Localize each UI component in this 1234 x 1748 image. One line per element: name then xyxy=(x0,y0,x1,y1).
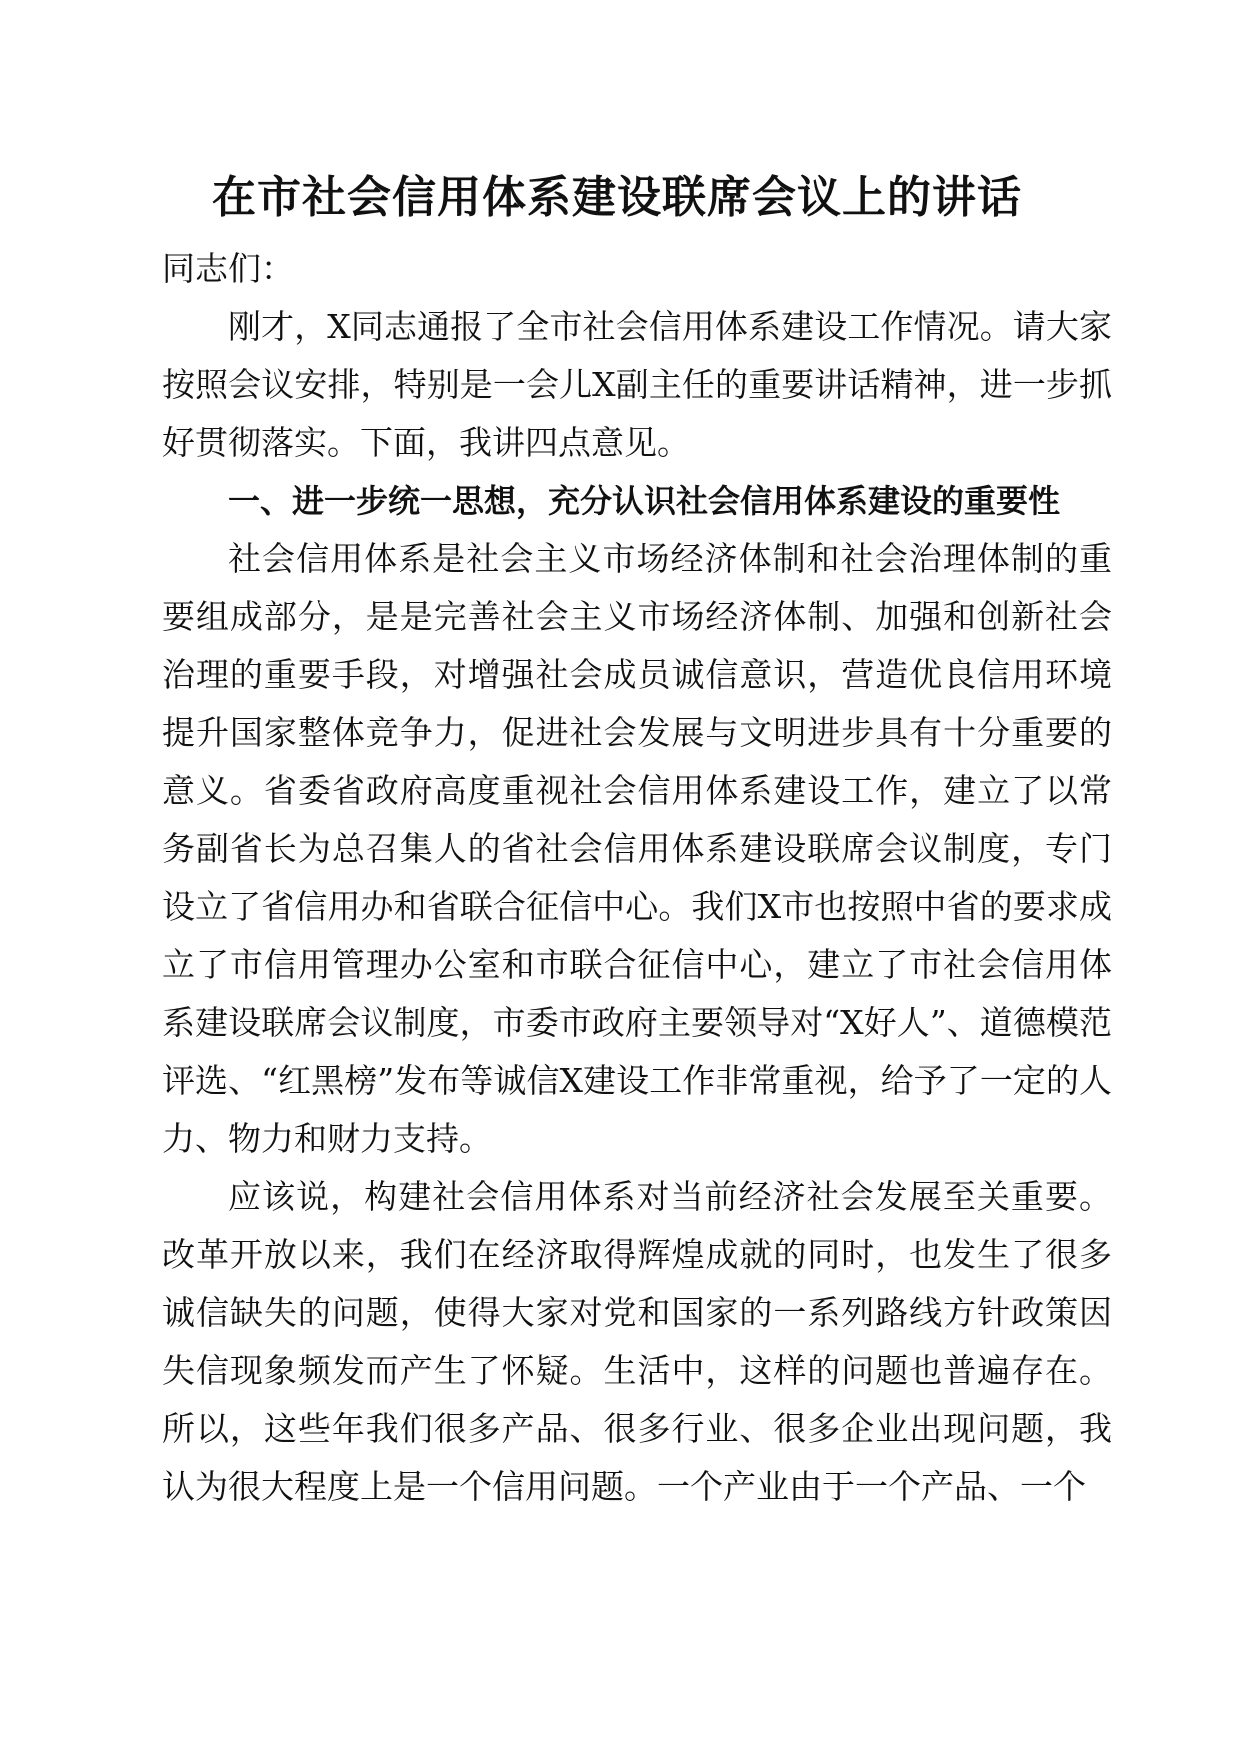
document-body xyxy=(162,240,1112,1516)
salutation: 同志们： xyxy=(162,249,294,288)
paragraph-intro: 刚才，X同志通报了全市社会信用体系建设工作情况。请大家按照会议安排，特别是一会儿X副主任的重要讲话精神，进一步抓好贯彻落实。下面，我讲四点意见。 xyxy=(162,307,1112,462)
paragraph-importance: 应该说，构建社会信用体系对当前经济社会发展至关重要。改革开放以来，我们在经济取得辉煌成就的同时，也发生了很多诚信缺失的问题，使得大家对党和国家的一系列路线方针政策因失信现象频发而产生了怀疑。生活中，这样的问题也普遍存在。所以，这些年我们很多产品、很多行业、很多企业出现问题，我认为很大程度上是一个信用问题。一个产业由于一个产品、一个 xyxy=(162,1177,1112,1506)
document-title: 在市社会信用体系建设联席会议上的讲话 xyxy=(212,172,1022,223)
paragraph-credit-system: 社会信用体系是社会主义市场经济体制和社会治理体制的重要组成部分，是是完善社会主义市场经济体制、加强和创新社会治理的重要手段，对增强社会成员诚信意识，营造优良信用环境提升国家整体竞争力，促进社会发展与文明进步具有十分重要的意义。省委省政府高度重视社会信用体系建设工作，建立了以常务副省长为总召集人的省社会信用体系建设联席会议制度，专门设立了省信用办和省联合征信中心。我们X市也按照中省的要求成立了市信用管理办公室和市联合征信中心，建立了市社会信用体系建设联席会议制度，市委市政府主要领导对“X好人”、道德模范评选、“红黑榜”发布等诚信X建设工作非常重视，给予了一定的人力、物力和财力支持。 xyxy=(162,539,1112,1158)
section-heading-1: 一、进一步统一思想，充分认识社会信用体系建设的重要性 xyxy=(228,482,1061,520)
